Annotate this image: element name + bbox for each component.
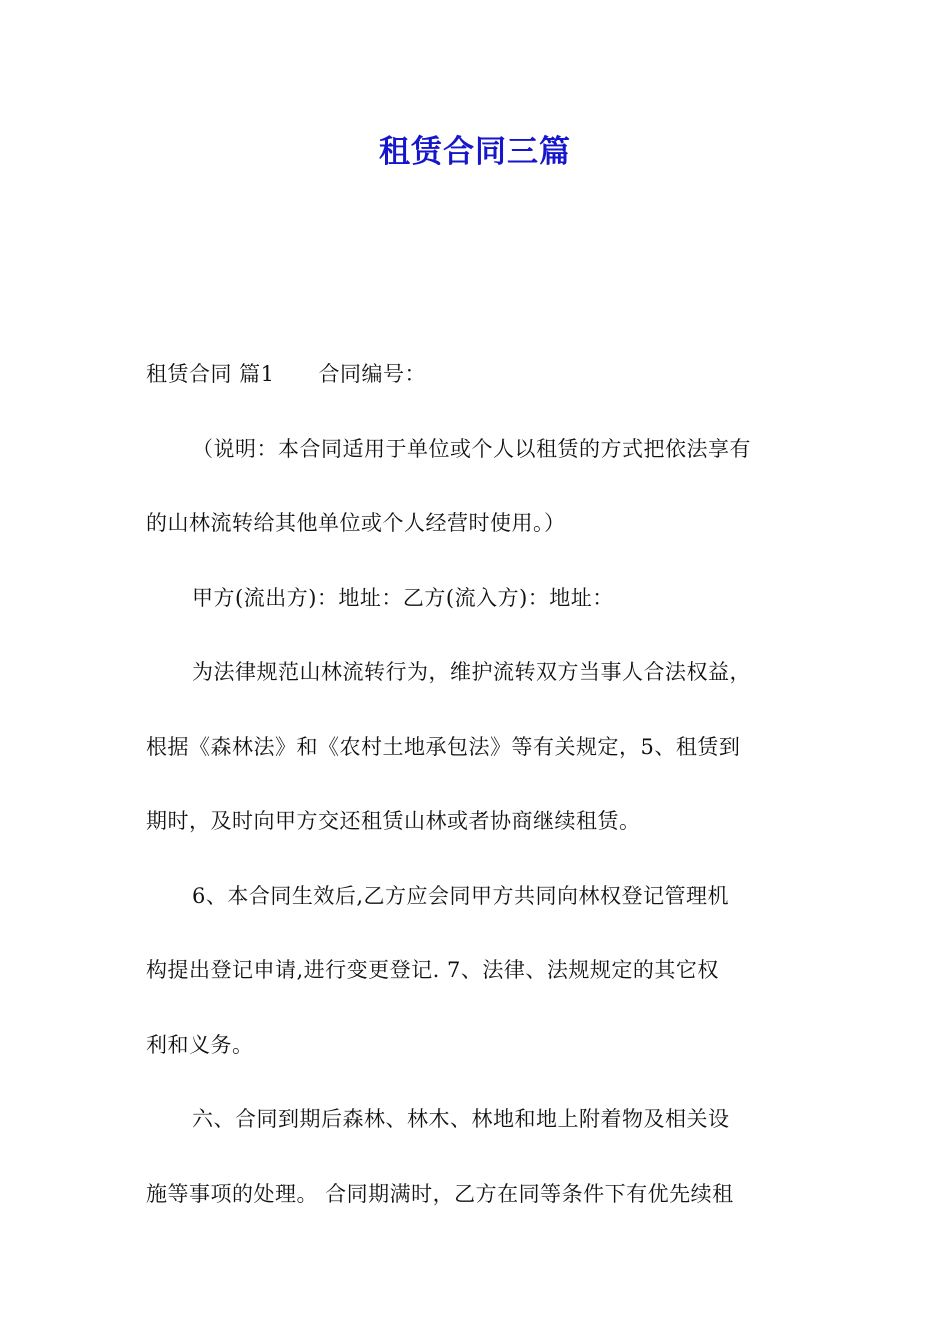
document-title: 租赁合同三篇 xyxy=(379,134,571,170)
paragraph-line: 构提出登记申请,进行变更登记. 7、法律、法规规定的其它权 xyxy=(146,958,719,982)
paragraph-line: 根据《森林法》和《农村土地承包法》等有关规定，5、租赁到 xyxy=(146,734,741,759)
paragraph-line: 施等事项的处理。 合同期满时，乙方在同等条件下有优先续租 xyxy=(146,1181,734,1206)
paragraph-line: 期时，及时向甲方交还租赁山林或者协商继续租赁。 xyxy=(146,809,641,833)
paragraph-line: 为法律规范山林流转行为，维护流转双方当事人合法权益， xyxy=(192,660,751,684)
section-label: 租赁合同 篇1 xyxy=(146,362,275,386)
document-body xyxy=(146,337,810,1231)
paragraph-line: 六、合同到期后森林、林木、林地和地上附着物及相关设 xyxy=(192,1107,730,1131)
section-header xyxy=(146,337,810,412)
paragraph-line: 的山林流转给其他单位或个人经营时使用。） xyxy=(146,511,566,535)
paragraph-line: 6、本合同生效后,乙方应会同甲方共同向林权登记管理机 xyxy=(192,883,730,908)
contract-number-label: 合同编号： xyxy=(318,362,427,386)
paragraph-line: （说明：本合同适用于单位或个人以租赁的方式把依法享有 xyxy=(192,436,751,461)
paragraph-line: 甲方(流出方)：地址：乙方(流入方)：地址： xyxy=(192,585,614,610)
paragraph-line: 利和义务。 xyxy=(146,1032,254,1057)
